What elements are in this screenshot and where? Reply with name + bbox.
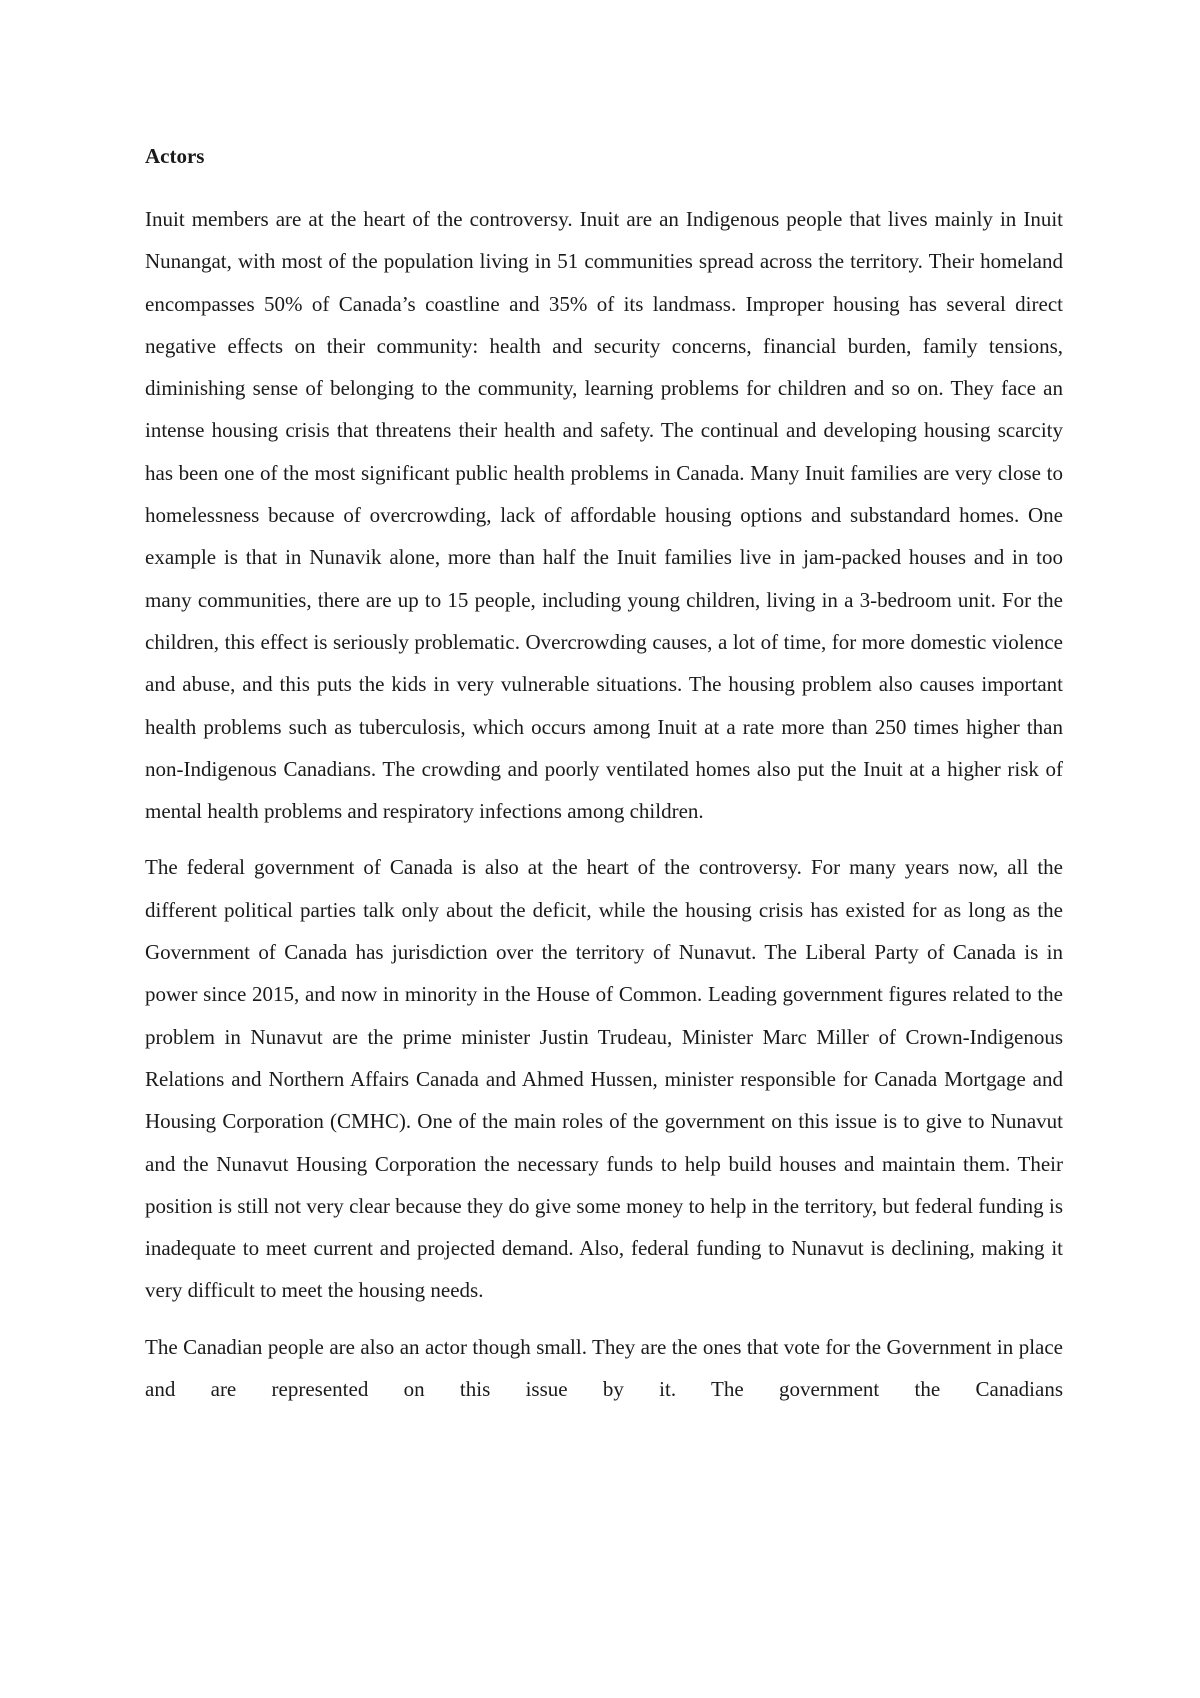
document-body [145, 142, 1063, 1410]
section-heading: Actors [145, 144, 205, 168]
paragraph-canadian-people: The Canadian people are also an actor though small. They are the ones that vote for the Government in place and are represented on this issue by it. The government the Canadians [145, 1334, 1063, 1402]
paragraph-federal-government: The federal government of Canada is also at the heart of the controversy. For many years now, all the different political parties talk only about the deficit, while the housing crisis has existed for as long as the Government of Canada has jurisdiction over the territory of Nunavut. The Liberal Party of Canada is in power since 2015, and now in minority in the House of Common. Leading government figures related to the problem in Nunavut are the prime minister Justin Trudeau, Minister Marc Miller of Crown-Indigenous Relations and Northern Affairs Canada and Ahmed Hussen, minister responsible for Canada Mortgage and Housing Corporation (CMHC). One of the main roles of the government on this issue is to give to Nunavut and the Nunavut Housing Corporation the necessary funds to help build houses and maintain them. Their position is still not very clear because they do give some money to help in the territory, but federal funding is inadequate to meet current and projected demand. Also, federal funding to Nunavut is declining, making it very difficult to meet the housing needs. [145, 855, 1063, 1303]
paragraph-inuit-members: Inuit members are at the heart of the controversy. Inuit are an Indigenous people that lives mainly in Inuit Nunangat, with most of the population living in 51 communities spread across the territory. Their homeland encompasses 50% of Canada’s coastline and 35% of its landmass. Improper housing has several direct negative effects on their community: health and security concerns, financial burden, family tensions, diminishing sense of belonging to the community, learning problems for children and so on. They face an intense housing crisis that threatens their health and safety. The continual and developing housing scarcity has been one of the most significant public health problems in Canada. Many Inuit families are very close to homelessness because of overcrowding, lack of affordable housing options and substandard homes. One example is that in Nunavik alone, more than half the Inuit families live in jam-packed houses and in too many communities, there are up to 15 people, including young children, living in a 3-bedroom unit. For the children, this effect is seriously problematic. Overcrowding causes, a lot of time, for more domestic violence and abuse, and this puts the kids in very vulnerable situations. The housing problem also causes important health problems such as tuberculosis, which occurs among Inuit at a rate more than 250 times higher than non-Indigenous Canadians. The crowding and poorly ventilated homes also put the Inuit at a higher risk of mental health problems and respiratory infections among children. [145, 207, 1063, 824]
